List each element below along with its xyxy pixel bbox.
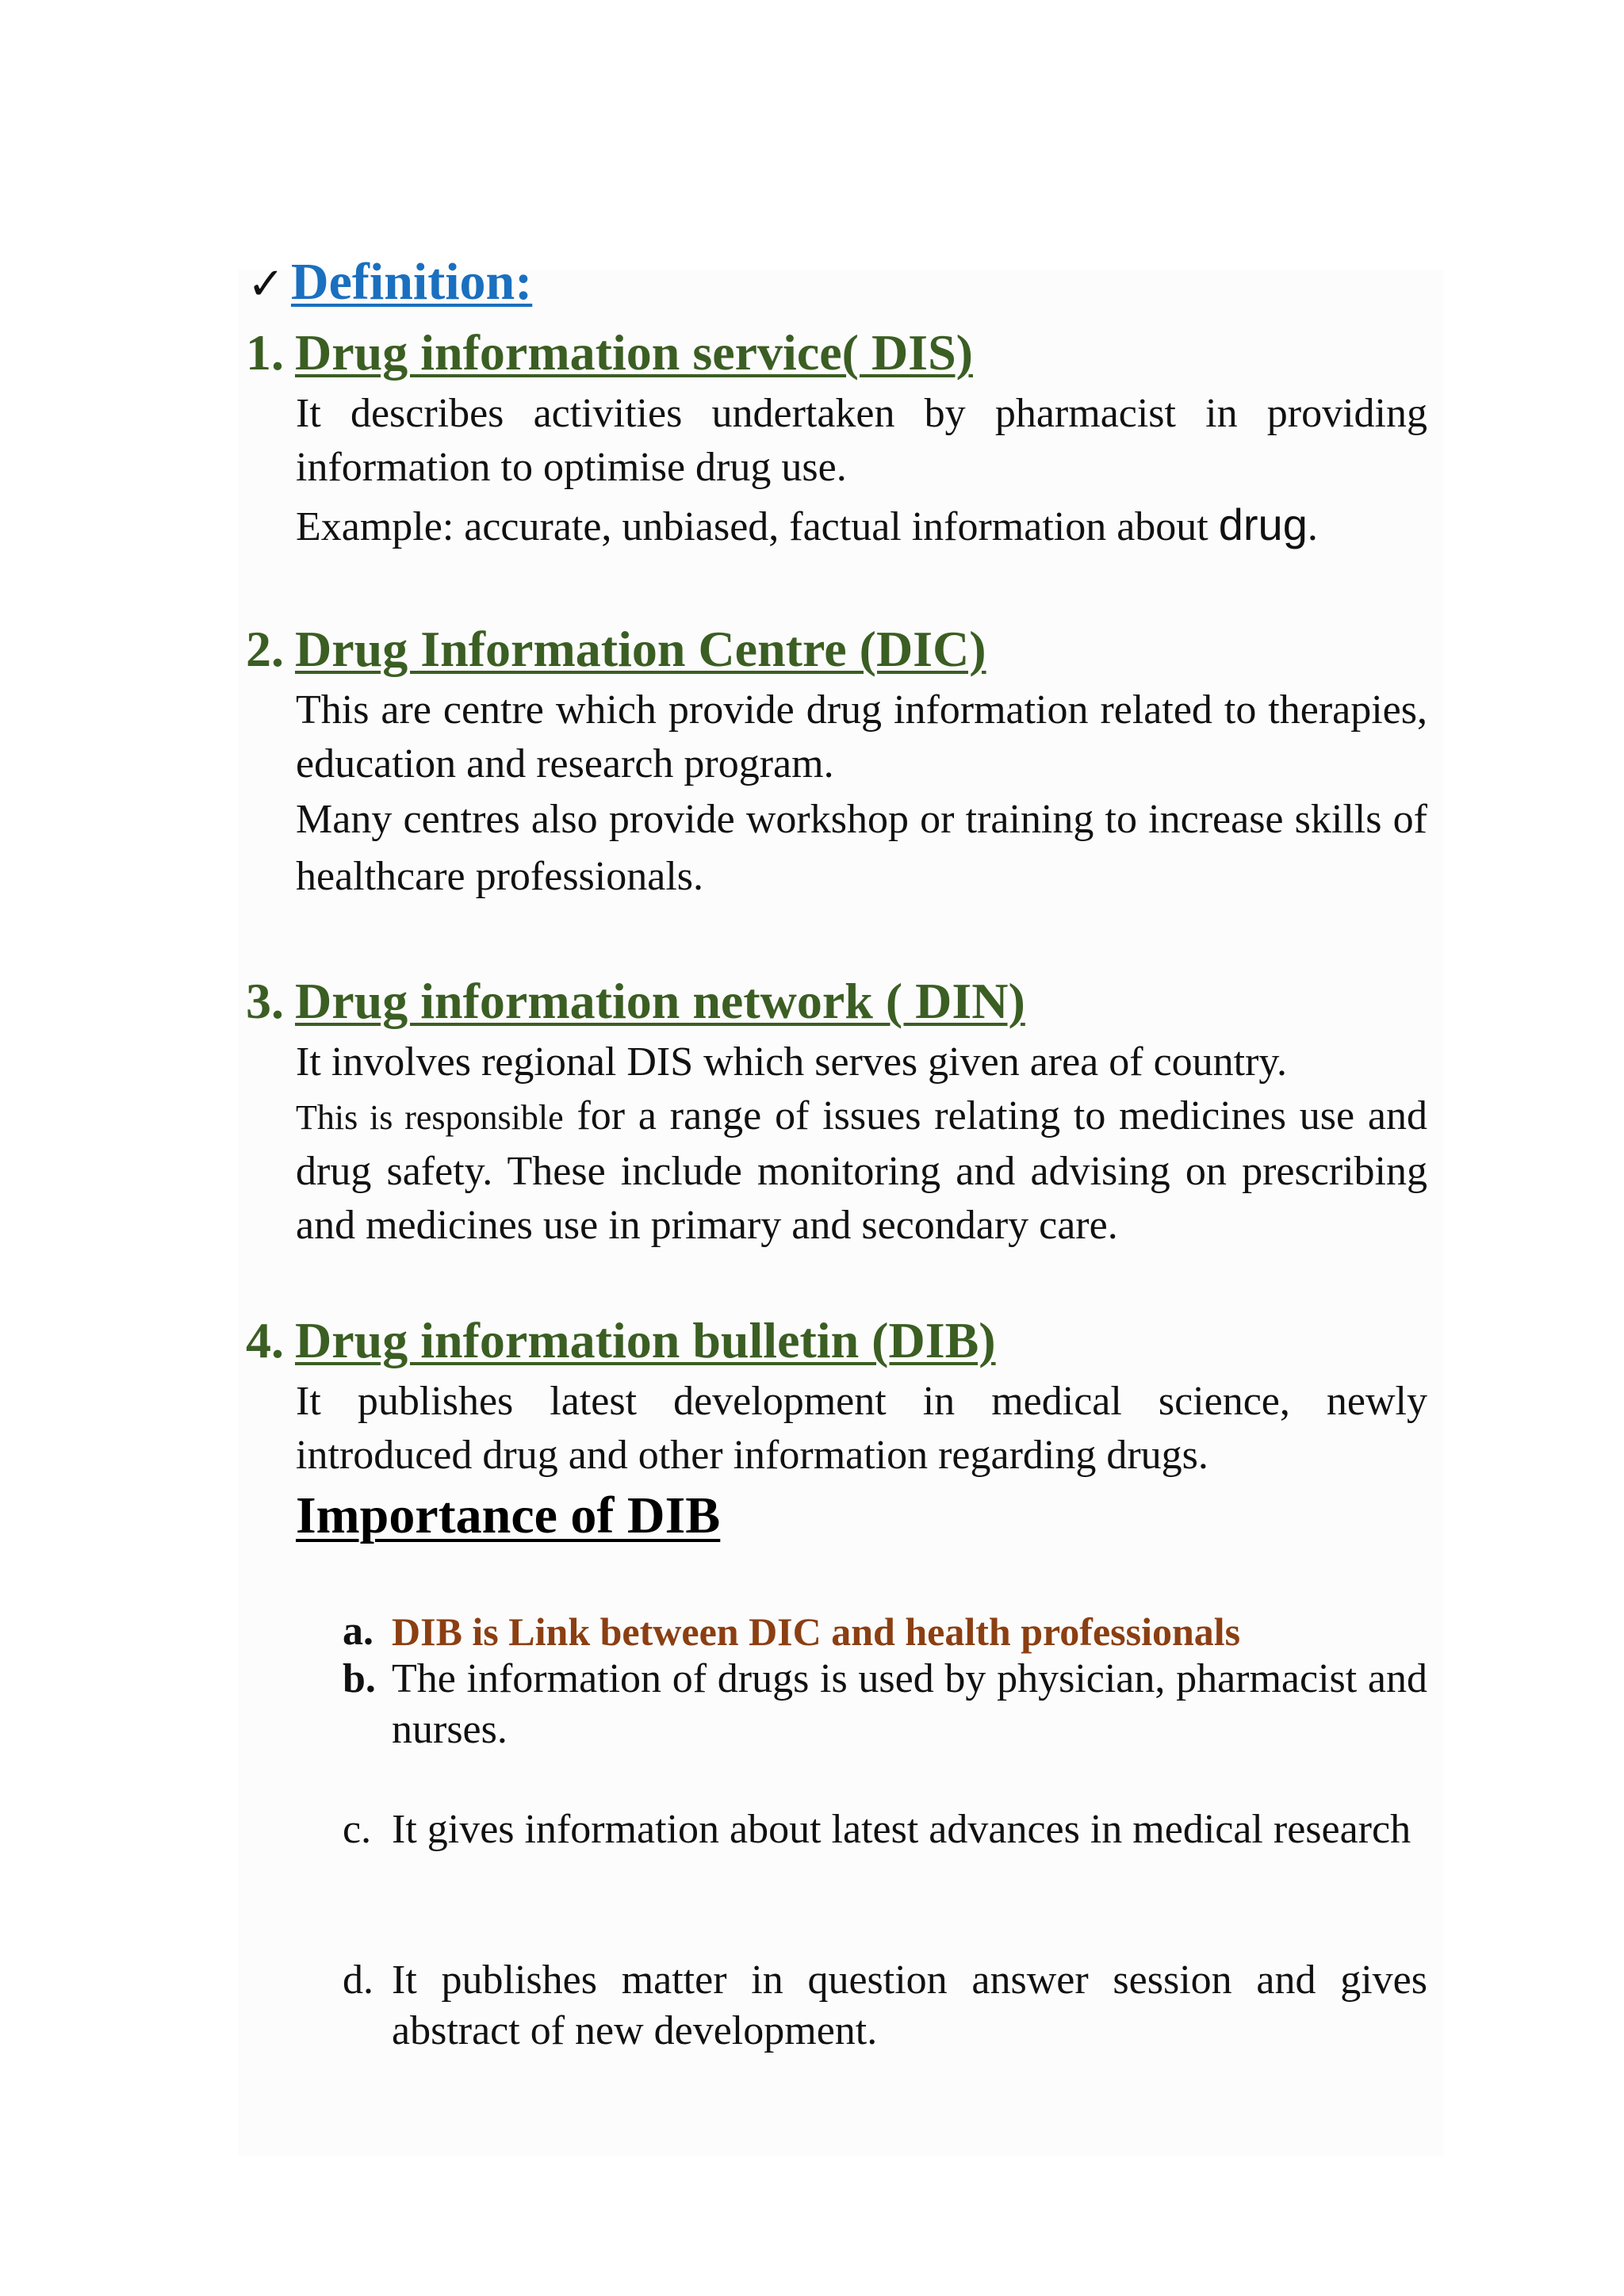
section-heading [246,620,986,679]
section-title: Drug information bulletin (DIB) [295,1312,996,1368]
list-marker: c. [343,1807,372,1852]
section-number: 4. [246,1312,284,1368]
list-text: It publishes matter in question answer session and gives abstract of new development. [392,1957,1427,2053]
importance-heading: Importance of DIB [296,1487,721,1544]
section-paragraph: Many centres also provide workshop or training to increase skills of healthcare professionals. [296,797,1427,899]
checkmark-icon: ✓ [247,258,285,310]
section-number: 1. [246,324,284,381]
section-paragraph: It publishes latest development in medical science, newly introduced drug and other information regarding drugs. [296,1379,1427,1478]
definition-title: Definition: [290,253,533,311]
list-item [343,1804,1427,1855]
section-title: Drug Information Centre (DIC) [295,621,986,677]
section-paragraph-example [296,498,1427,554]
list-text: It gives information about latest advances in medical research [392,1807,1411,1852]
section-heading [246,972,1025,1031]
example-emphasis: drug [1218,499,1308,549]
responsible-continuation: for a range of issues relating to medicines use and drug safety. These include monitoring and advising on prescribing and medicines use in primary and secondary care. [296,1093,1427,1248]
list-marker: a. [343,1609,373,1654]
example-period: . [1307,504,1318,549]
list-item [343,1606,1427,1657]
definition-heading [247,252,532,312]
section-paragraph: It involves regional DIS which serves given area of country. [296,1039,1288,1085]
section-title: Drug information service( DIS) [295,324,973,381]
list-marker: d. [343,1957,373,2003]
section-title: Drug information network ( DIN) [295,973,1025,1029]
list-item [343,1955,1427,2057]
list-text: The information of drugs is used by physician, pharmacist and nurses. [392,1656,1427,1752]
section-paragraph [296,1089,1427,1253]
section-paragraph: It describes activities undertaken by pharmacist in providing information to optimise drug use. [296,391,1427,490]
list-marker: b. [343,1656,376,1701]
section-paragraph: This are centre which provide drug information related to therapies, education and research program. [296,687,1427,786]
example-text: Example: accurate, unbiased, factual information about [296,504,1208,549]
section-heading [246,1311,996,1370]
section-number: 2. [246,621,284,677]
section-heading [246,323,973,382]
responsible-text: This is responsible [296,1098,564,1137]
list-item [343,1654,1427,1755]
section-number: 3. [246,973,284,1029]
list-text: DIB is Link between DIC and health professionals [392,1609,1241,1654]
